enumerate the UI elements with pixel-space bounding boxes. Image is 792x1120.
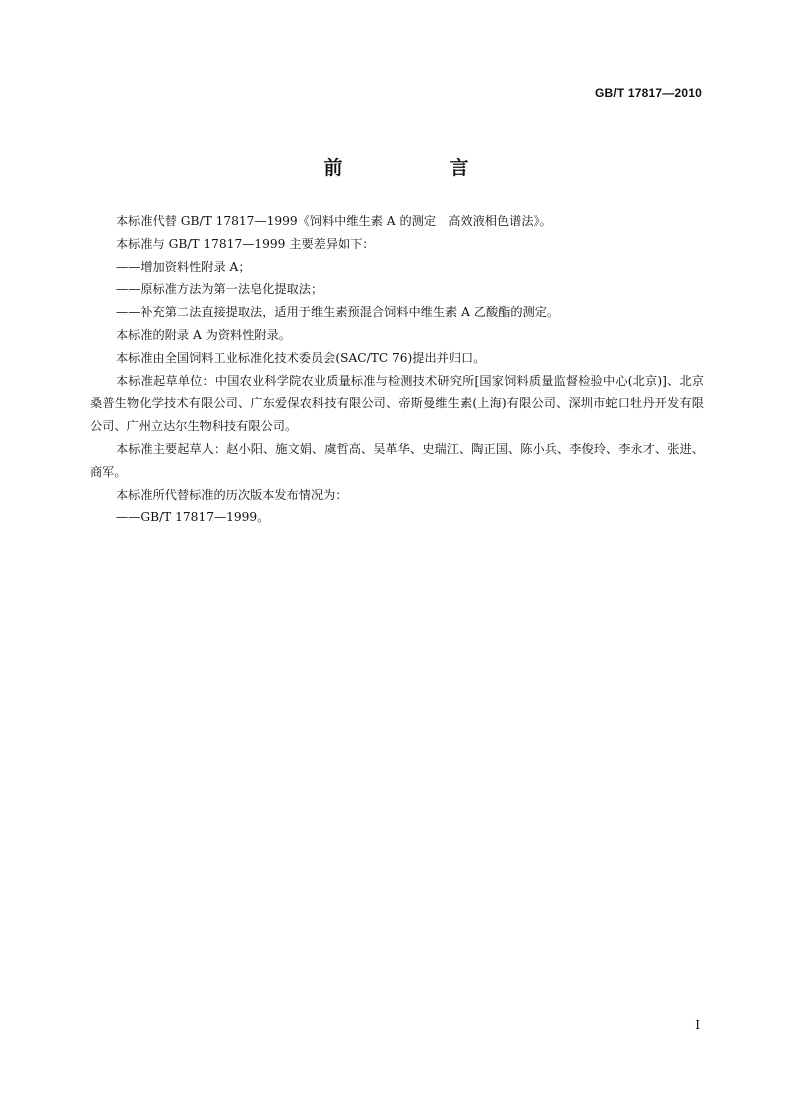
paragraph-history-item: ——GB/T 17817—1999。 [116, 510, 270, 525]
paragraph-differences-intro: 本标准与 GB/T 17817—1999 主要差异如下： [116, 236, 375, 251]
page-number: I [695, 1018, 700, 1032]
paragraph-difference-2: ——原标准方法为第一法皂化提取法； [116, 282, 324, 297]
paragraph-replaces: 本标准代替 GB/T 17817—1999《饲料中维生素 A 的测定 高效液相色谱法》。 [116, 214, 552, 228]
standard-code: GB/T 17817—2010 [594, 86, 702, 100]
paragraph-drafting-units: 本标准起草单位：中国农业科学院农业质量标准与检测技术研究所[国家饲料质量监督检验中心(北京)]、北京桑普生物化学技术有限公司、广东爱保农科技有限公司、帝斯曼维生素(上海)有限公司、深圳市蛇口牡丹开发有限公司、广州立达尔生物科技有限公司。 [90, 373, 704, 434]
paragraph-history-intro: 本标准所代替标准的历次版本发布情况为： [116, 487, 348, 502]
page-title: 前 言 [323, 157, 513, 179]
foreword-body [90, 210, 704, 529]
paragraph-proposer: 本标准由全国饲料工业标准化技术委员会(SAC/TC 76)提出并归口。 [116, 350, 486, 365]
paragraph-difference-1: ——增加资料性附录 A； [116, 259, 251, 274]
paragraph-drafters: 本标准主要起草人：赵小阳、施文娟、虞哲高、吴革华、史瑞江、陶正国、陈小兵、李俊玲、李永才、张进、商军。 [90, 441, 704, 479]
paragraph-appendix: 本标准的附录 A 为资料性附录。 [116, 327, 291, 342]
paragraph-difference-3: ——补充第二法直接提取法，适用于维生素预混合饲料中维生素 A 乙酸酯的测定。 [116, 305, 560, 320]
